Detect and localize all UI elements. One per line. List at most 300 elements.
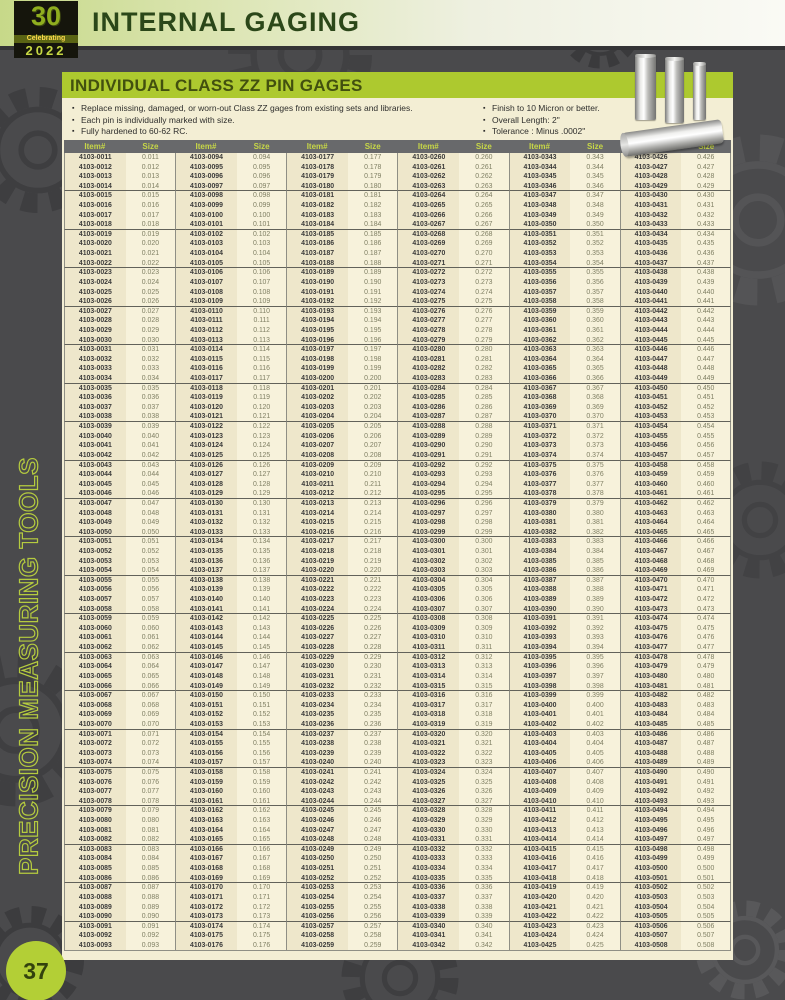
- item-number-cell: 4103-0206: [286, 432, 348, 442]
- item-number-cell: 4103-0471: [620, 585, 682, 595]
- size-cell: 0.034: [126, 374, 175, 384]
- size-cell: 0.134: [237, 537, 286, 547]
- item-number-cell: 4103-0394: [509, 643, 571, 653]
- item-number-cell: 4103-0347: [509, 191, 571, 201]
- size-cell: 0.113: [237, 336, 286, 346]
- item-number-cell: 4103-0244: [286, 797, 348, 807]
- item-number-cell: 4103-0468: [620, 557, 682, 567]
- item-number-cell: 4103-0117: [175, 374, 237, 384]
- item-number-cell: 4103-0386: [509, 566, 571, 576]
- size-cell: 0.481: [681, 682, 730, 692]
- item-number-cell: 4103-0073: [64, 749, 126, 759]
- size-cell: 0.372: [570, 432, 619, 442]
- size-cell: 0.105: [237, 259, 286, 269]
- item-number-cell: 4103-0493: [620, 797, 682, 807]
- size-cell: 0.050: [126, 528, 175, 538]
- item-number-cell: 4103-0173: [175, 912, 237, 922]
- size-cell: 0.313: [459, 662, 508, 672]
- item-number-cell: 4103-0291: [397, 451, 459, 461]
- item-number-cell: 4103-0156: [175, 749, 237, 759]
- item-number-cell: 4103-0375: [509, 461, 571, 471]
- size-cell: 0.021: [126, 249, 175, 259]
- size-cell: 0.051: [126, 537, 175, 547]
- item-number-cell: 4103-0377: [509, 480, 571, 490]
- item-number-cell: 4103-0402: [509, 720, 571, 730]
- item-number-cell: 4103-0104: [175, 249, 237, 259]
- item-number-cell: 4103-0238: [286, 739, 348, 749]
- size-cell: 0.164: [237, 826, 286, 836]
- size-cell: 0.227: [348, 633, 397, 643]
- size-cell: 0.085: [126, 864, 175, 874]
- size-cell: 0.130: [237, 499, 286, 509]
- size-cell: 0.410: [570, 797, 619, 807]
- item-number-cell: 4103-0390: [509, 605, 571, 615]
- size-cell: 0.500: [681, 864, 730, 874]
- size-cell: 0.018: [126, 220, 175, 230]
- size-cell: 0.027: [126, 307, 175, 317]
- table-row: [64, 806, 731, 816]
- pin-gages-photo: [631, 53, 731, 169]
- size-cell: 0.019: [126, 230, 175, 240]
- size-cell: 0.396: [570, 662, 619, 672]
- size-cell: 0.187: [348, 249, 397, 259]
- size-cell: 0.268: [459, 230, 508, 240]
- item-number-cell: 4103-0491: [620, 778, 682, 788]
- size-cell: 0.505: [681, 912, 730, 922]
- size-cell: 0.092: [126, 931, 175, 941]
- item-number-cell: 4103-0116: [175, 364, 237, 374]
- table-row: [64, 470, 731, 480]
- size-cell: 0.253: [348, 883, 397, 893]
- item-number-cell: 4103-0408: [509, 778, 571, 788]
- size-cell: 0.433: [681, 220, 730, 230]
- size-cell: 0.066: [126, 682, 175, 692]
- item-number-cell: 4103-0199: [286, 364, 348, 374]
- item-number-cell: 4103-0319: [397, 720, 459, 730]
- item-number-cell: 4103-0384: [509, 547, 571, 557]
- pin-gage-image-3: [693, 62, 706, 120]
- item-number-cell: 4103-0065: [64, 672, 126, 682]
- size-cell: 0.011: [126, 153, 175, 163]
- table-row: [64, 249, 731, 259]
- item-number-cell: 4103-0159: [175, 778, 237, 788]
- item-number-cell: 4103-0363: [509, 345, 571, 355]
- size-cell: 0.217: [348, 537, 397, 547]
- item-number-cell: 4103-0180: [286, 182, 348, 192]
- item-number-cell: 4103-0433: [620, 220, 682, 230]
- item-number-cell: 4103-0336: [397, 883, 459, 893]
- item-number-cell: 4103-0333: [397, 854, 459, 864]
- item-number-cell: 4103-0439: [620, 278, 682, 288]
- item-number-cell: 4103-0275: [397, 297, 459, 307]
- size-cell: 0.088: [126, 893, 175, 903]
- size-cell: 0.024: [126, 278, 175, 288]
- item-number-cell: 4103-0290: [397, 441, 459, 451]
- size-cell: 0.147: [237, 662, 286, 672]
- size-cell: 0.103: [237, 239, 286, 249]
- table-row: [64, 326, 731, 336]
- item-number-cell: 4103-0340: [397, 922, 459, 932]
- item-number-cell: 4103-0188: [286, 259, 348, 269]
- table-row: [64, 816, 731, 826]
- size-cell: 0.073: [126, 749, 175, 759]
- size-cell: 0.191: [348, 288, 397, 298]
- item-number-cell: 4103-0320: [397, 730, 459, 740]
- size-cell: 0.397: [570, 672, 619, 682]
- item-number-cell: 4103-0476: [620, 633, 682, 643]
- size-cell: 0.093: [126, 941, 175, 951]
- size-cell: 0.272: [459, 268, 508, 278]
- size-cell: 0.143: [237, 624, 286, 634]
- sidebar-vertical-text: PRECISION MEASURING TOOLS: [13, 457, 44, 875]
- size-cell: 0.478: [681, 653, 730, 663]
- size-cell: 0.373: [570, 441, 619, 451]
- size-cell: 0.031: [126, 345, 175, 355]
- item-number-cell: 4103-0497: [620, 835, 682, 845]
- item-number-cell: 4103-0226: [286, 624, 348, 634]
- size-cell: 0.126: [237, 461, 286, 471]
- size-cell: 0.483: [681, 701, 730, 711]
- size-cell: 0.223: [348, 595, 397, 605]
- size-cell: 0.035: [126, 384, 175, 394]
- size-cell: 0.488: [681, 749, 730, 759]
- item-number-cell: 4103-0378: [509, 489, 571, 499]
- item-number-cell: 4103-0506: [620, 922, 682, 932]
- table-row: [64, 701, 731, 711]
- size-cell: 0.457: [681, 451, 730, 461]
- item-number-cell: 4103-0270: [397, 249, 459, 259]
- item-number-cell: 4103-0403: [509, 730, 571, 740]
- item-number-cell: 4103-0387: [509, 576, 571, 586]
- size-cell: 0.265: [459, 201, 508, 211]
- item-number-cell: 4103-0400: [509, 701, 571, 711]
- item-number-cell: 4103-0155: [175, 739, 237, 749]
- size-cell: 0.412: [570, 816, 619, 826]
- item-number-cell: 4103-0470: [620, 576, 682, 586]
- size-cell: 0.493: [681, 797, 730, 807]
- size-cell: 0.470: [681, 576, 730, 586]
- bullet-marker: ▪: [72, 116, 75, 124]
- item-number-cell: 4103-0071: [64, 730, 126, 740]
- size-cell: 0.341: [459, 931, 508, 941]
- size-cell: 0.273: [459, 278, 508, 288]
- size-cell: 0.199: [348, 364, 397, 374]
- item-number-cell: 4103-0171: [175, 893, 237, 903]
- size-cell: 0.344: [570, 163, 619, 173]
- size-cell: 0.269: [459, 239, 508, 249]
- size-cell: 0.349: [570, 211, 619, 221]
- item-number-cell: 4103-0422: [509, 912, 571, 922]
- table-row: [64, 643, 731, 653]
- item-number-cell: 4103-0227: [286, 633, 348, 643]
- item-number-cell: 4103-0330: [397, 826, 459, 836]
- table-row: [64, 537, 731, 547]
- size-cell: 0.233: [348, 691, 397, 701]
- table-row: [64, 624, 731, 634]
- size-cell: 0.286: [459, 403, 508, 413]
- item-number-cell: 4103-0083: [64, 845, 126, 855]
- bullet-item: [72, 126, 472, 138]
- size-cell: 0.206: [348, 432, 397, 442]
- item-number-cell: 4103-0118: [175, 384, 237, 394]
- item-number-cell: 4103-0460: [620, 480, 682, 490]
- size-cell: 0.423: [570, 922, 619, 932]
- size-cell: 0.298: [459, 518, 508, 528]
- table-row: [64, 912, 731, 922]
- size-cell: 0.325: [459, 778, 508, 788]
- size-cell: 0.390: [570, 605, 619, 615]
- table-row: [64, 374, 731, 384]
- size-cell: 0.131: [237, 509, 286, 519]
- item-number-cell: 4103-0309: [397, 624, 459, 634]
- item-number-cell: 4103-0038: [64, 412, 126, 422]
- item-number-cell: 4103-0191: [286, 288, 348, 298]
- size-cell: 0.198: [348, 355, 397, 365]
- item-number-cell: 4103-0502: [620, 883, 682, 893]
- item-number-cell: 4103-0397: [509, 672, 571, 682]
- item-number-cell: 4103-0062: [64, 643, 126, 653]
- size-cell: 0.306: [459, 595, 508, 605]
- size-cell: 0.049: [126, 518, 175, 528]
- size-cell: 0.318: [459, 710, 508, 720]
- size-cell: 0.339: [459, 912, 508, 922]
- size-cell: 0.364: [570, 355, 619, 365]
- item-number-cell: 4103-0264: [397, 191, 459, 201]
- size-cell: 0.067: [126, 691, 175, 701]
- size-cell: 0.244: [348, 797, 397, 807]
- table-row: [64, 826, 731, 836]
- size-cell: 0.197: [348, 345, 397, 355]
- size-cell: 0.468: [681, 557, 730, 567]
- size-cell: 0.123: [237, 432, 286, 442]
- size-cell: 0.091: [126, 922, 175, 932]
- size-cell: 0.232: [348, 682, 397, 692]
- item-number-cell: 4103-0200: [286, 374, 348, 384]
- item-number-cell: 4103-0162: [175, 806, 237, 816]
- size-cell: 0.367: [570, 384, 619, 394]
- size-cell: 0.271: [459, 259, 508, 269]
- size-cell: 0.287: [459, 412, 508, 422]
- size-cell: 0.252: [348, 874, 397, 884]
- size-cell: 0.020: [126, 239, 175, 249]
- item-number-cell: 4103-0242: [286, 778, 348, 788]
- item-number-cell: 4103-0479: [620, 662, 682, 672]
- table-body: [64, 153, 731, 951]
- table-row: [64, 931, 731, 941]
- item-number-cell: 4103-0419: [509, 883, 571, 893]
- size-cell: 0.291: [459, 451, 508, 461]
- item-number-cell: 4103-0078: [64, 797, 126, 807]
- size-cell: 0.368: [570, 393, 619, 403]
- size-cell: 0.448: [681, 364, 730, 374]
- item-column-header: Item#: [529, 142, 550, 151]
- size-cell: 0.324: [459, 768, 508, 778]
- size-cell: 0.224: [348, 605, 397, 615]
- item-number-cell: 4103-0164: [175, 826, 237, 836]
- item-number-cell: 4103-0041: [64, 441, 126, 451]
- size-cell: 0.469: [681, 566, 730, 576]
- table-row: [64, 480, 731, 490]
- size-cell: 0.167: [237, 854, 286, 864]
- size-cell: 0.137: [237, 566, 286, 576]
- size-cell: 0.251: [348, 864, 397, 874]
- size-cell: 0.188: [348, 259, 397, 269]
- size-cell: 0.170: [237, 883, 286, 893]
- size-cell: 0.429: [681, 182, 730, 192]
- item-number-cell: 4103-0053: [64, 557, 126, 567]
- size-cell: 0.442: [681, 307, 730, 317]
- size-cell: 0.399: [570, 691, 619, 701]
- size-cell: 0.486: [681, 730, 730, 740]
- size-cell: 0.334: [459, 864, 508, 874]
- size-cell: 0.338: [459, 903, 508, 913]
- item-number-cell: 4103-0114: [175, 345, 237, 355]
- item-number-cell: 4103-0080: [64, 816, 126, 826]
- item-number-cell: 4103-0327: [397, 797, 459, 807]
- table-row: [64, 172, 731, 182]
- item-number-cell: 4103-0308: [397, 614, 459, 624]
- item-number-cell: 4103-0022: [64, 259, 126, 269]
- item-number-cell: 4103-0435: [620, 239, 682, 249]
- item-number-cell: 4103-0343: [509, 153, 571, 163]
- size-cell: 0.065: [126, 672, 175, 682]
- item-number-cell: 4103-0224: [286, 605, 348, 615]
- item-number-cell: 4103-0445: [620, 336, 682, 346]
- size-cell: 0.473: [681, 605, 730, 615]
- table-row: [64, 182, 731, 192]
- table-row: [64, 864, 731, 874]
- size-cell: 0.121: [237, 412, 286, 422]
- size-cell: 0.060: [126, 624, 175, 634]
- item-number-cell: 4103-0012: [64, 163, 126, 173]
- item-number-cell: 4103-0296: [397, 499, 459, 509]
- item-number-cell: 4103-0474: [620, 614, 682, 624]
- size-cell: 0.104: [237, 249, 286, 259]
- size-cell: 0.082: [126, 835, 175, 845]
- item-number-cell: 4103-0149: [175, 682, 237, 692]
- item-number-cell: 4103-0458: [620, 461, 682, 471]
- size-column-header: Size: [364, 142, 381, 151]
- item-number-cell: 4103-0176: [175, 941, 237, 951]
- item-number-cell: 4103-0334: [397, 864, 459, 874]
- size-cell: 0.453: [681, 412, 730, 422]
- item-column-header: Item#: [195, 142, 217, 151]
- item-number-cell: 4103-0357: [509, 288, 571, 298]
- item-number-cell: 4103-0233: [286, 691, 348, 701]
- size-cell: 0.494: [681, 806, 730, 816]
- size-cell: 0.175: [237, 931, 286, 941]
- size-cell: 0.479: [681, 662, 730, 672]
- table-row: [64, 278, 731, 288]
- item-number-cell: 4103-0283: [397, 374, 459, 384]
- size-cell: 0.283: [459, 374, 508, 384]
- item-number-cell: 4103-0216: [286, 528, 348, 538]
- item-number-cell: 4103-0221: [286, 576, 348, 586]
- item-number-cell: 4103-0016: [64, 201, 126, 211]
- item-number-cell: 4103-0412: [509, 816, 571, 826]
- item-number-cell: 4103-0252: [286, 874, 348, 884]
- item-number-cell: 4103-0261: [397, 163, 459, 173]
- item-number-cell: 4103-0311: [397, 643, 459, 653]
- size-cell: 0.330: [459, 826, 508, 836]
- size-cell: 0.076: [126, 778, 175, 788]
- item-number-cell: 4103-0082: [64, 835, 126, 845]
- item-number-cell: 4103-0263: [397, 182, 459, 192]
- item-number-cell: 4103-0239: [286, 749, 348, 759]
- size-cell: 0.089: [126, 903, 175, 913]
- item-number-cell: 4103-0367: [509, 384, 571, 394]
- item-number-cell: 4103-0286: [397, 403, 459, 413]
- size-cell: 0.080: [126, 816, 175, 826]
- item-number-cell: 4103-0268: [397, 230, 459, 240]
- item-number-cell: 4103-0443: [620, 316, 682, 326]
- item-number-cell: 4103-0248: [286, 835, 348, 845]
- item-number-cell: 4103-0081: [64, 826, 126, 836]
- item-number-cell: 4103-0487: [620, 739, 682, 749]
- size-cell: 0.095: [237, 163, 286, 173]
- table-row: [64, 749, 731, 759]
- size-cell: 0.310: [459, 633, 508, 643]
- item-number-cell: 4103-0061: [64, 633, 126, 643]
- size-cell: 0.450: [681, 384, 730, 394]
- item-number-cell: 4103-0325: [397, 778, 459, 788]
- item-number-cell: 4103-0046: [64, 489, 126, 499]
- item-number-cell: 4103-0464: [620, 518, 682, 528]
- item-number-cell: 4103-0056: [64, 585, 126, 595]
- item-number-cell: 4103-0337: [397, 893, 459, 903]
- item-number-cell: 4103-0228: [286, 643, 348, 653]
- item-number-cell: 4103-0175: [175, 931, 237, 941]
- size-cell: 0.274: [459, 288, 508, 298]
- size-cell: 0.260: [459, 153, 508, 163]
- item-number-cell: 4103-0396: [509, 662, 571, 672]
- size-cell: 0.455: [681, 432, 730, 442]
- item-number-cell: 4103-0072: [64, 739, 126, 749]
- item-number-cell: 4103-0392: [509, 624, 571, 634]
- size-cell: 0.504: [681, 903, 730, 913]
- size-cell: 0.507: [681, 931, 730, 941]
- size-cell: 0.383: [570, 537, 619, 547]
- size-cell: 0.230: [348, 662, 397, 672]
- item-number-cell: 4103-0190: [286, 278, 348, 288]
- size-cell: 0.276: [459, 307, 508, 317]
- size-cell: 0.467: [681, 547, 730, 557]
- size-cell: 0.229: [348, 653, 397, 663]
- size-cell: 0.231: [348, 672, 397, 682]
- size-cell: 0.485: [681, 720, 730, 730]
- item-number-cell: 4103-0484: [620, 710, 682, 720]
- size-cell: 0.280: [459, 345, 508, 355]
- item-number-cell: 4103-0269: [397, 239, 459, 249]
- size-cell: 0.243: [348, 787, 397, 797]
- size-cell: 0.294: [459, 480, 508, 490]
- table-row: [64, 230, 731, 240]
- size-cell: 0.258: [348, 931, 397, 941]
- size-cell: 0.168: [237, 864, 286, 874]
- size-cell: 0.406: [570, 758, 619, 768]
- size-cell: 0.416: [570, 854, 619, 864]
- item-number-cell: 4103-0154: [175, 730, 237, 740]
- size-cell: 0.052: [126, 547, 175, 557]
- item-number-cell: 4103-0024: [64, 278, 126, 288]
- size-cell: 0.025: [126, 288, 175, 298]
- item-number-cell: 4103-0457: [620, 451, 682, 461]
- size-cell: 0.028: [126, 316, 175, 326]
- item-number-cell: 4103-0389: [509, 595, 571, 605]
- size-cell: 0.315: [459, 682, 508, 692]
- item-number-cell: 4103-0090: [64, 912, 126, 922]
- table-row: [64, 412, 731, 422]
